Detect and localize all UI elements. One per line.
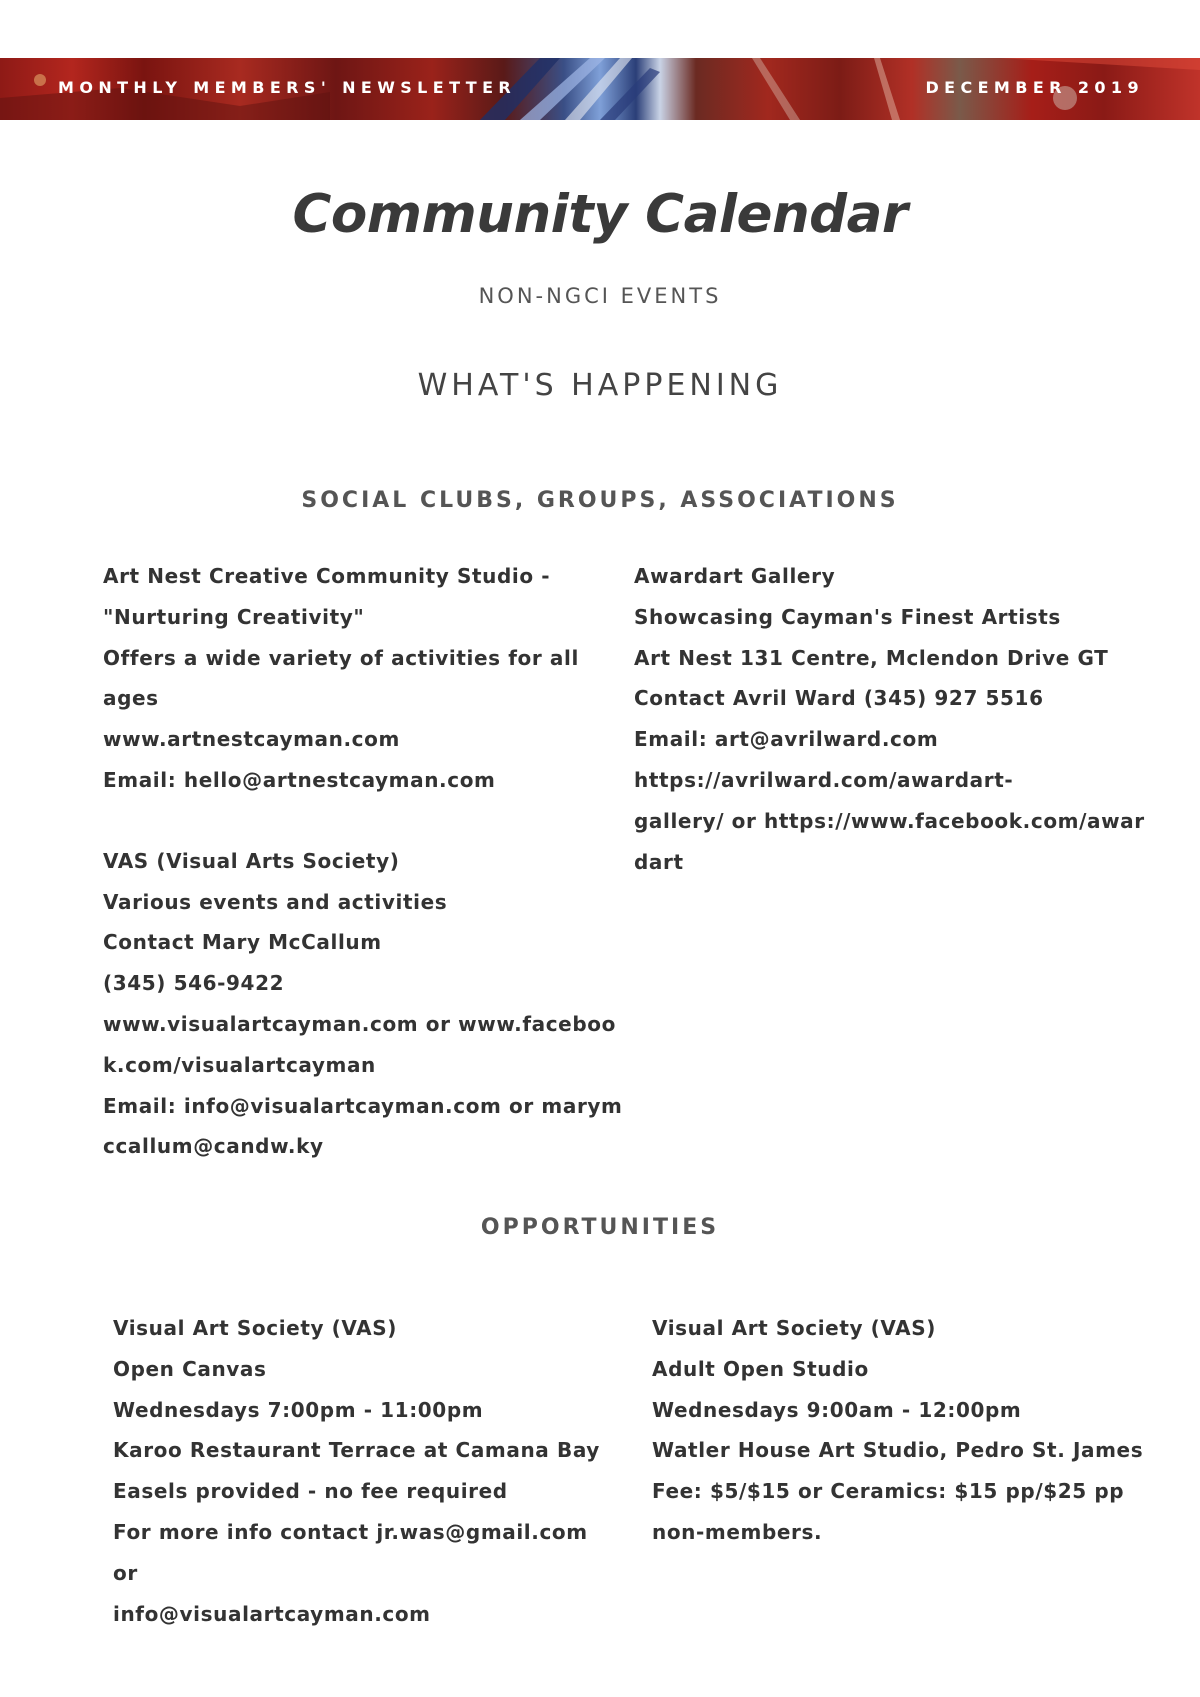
entry-line: Adult Open Studio <box>652 1356 869 1381</box>
entry-line: Open Canvas <box>113 1356 267 1381</box>
entry-line: Showcasing Cayman's Finest Artists <box>634 604 1061 629</box>
email-link[interactable]: ccallum@candw.ky <box>103 1134 324 1159</box>
entry-line: "Nurturing Creativity" <box>103 604 365 629</box>
entry-line: Contact Avril Ward (345) 927 5516 <box>634 686 1044 711</box>
website-link[interactable]: www.visualartcayman.com or www.faceboo <box>103 1011 616 1036</box>
website-link[interactable]: gallery/ or https://www.facebook.com/awar <box>634 808 1145 833</box>
opportunities-heading: OPPORTUNITIES <box>480 1215 720 1240</box>
entry-line: Wednesdays 7:00pm - 11:00pm <box>113 1397 484 1422</box>
page-subtitle: NON-NGCI EVENTS <box>478 284 722 308</box>
art-nest-entry <box>103 556 623 801</box>
email-link[interactable]: Email: art@avrilward.com <box>634 727 939 752</box>
social-clubs-heading: SOCIAL CLUBS, GROUPS, ASSOCIATIONS <box>301 488 899 513</box>
website-link[interactable]: https://avrilward.com/awardart- <box>634 767 1014 792</box>
phone-number: (345) 546-9422 <box>103 971 285 996</box>
entry-line: Art Nest Creative Community Studio - <box>103 564 551 588</box>
social-left-column <box>103 556 623 1167</box>
entry-line: Visual Art Society (VAS) <box>113 1316 397 1340</box>
page-title: Community Calendar <box>292 184 908 245</box>
entry-line: Wednesdays 9:00am - 12:00pm <box>652 1397 1022 1422</box>
entry-line: Various events and activities <box>103 889 448 914</box>
newsletter-label: MONTHLY MEMBERS' NEWSLETTER <box>58 78 517 97</box>
entry-line: VAS (Visual Arts Society) <box>103 848 400 873</box>
entry-line: Easels provided - no fee required <box>113 1479 508 1504</box>
website-link[interactable]: k.com/visualartcayman <box>103 1052 376 1077</box>
email-link[interactable]: Email: hello@artnestcayman.com <box>103 767 496 792</box>
entry-line: Watler House Art Studio, Pedro St. James <box>652 1438 1144 1463</box>
entry-line: Karoo Restaurant Terrace at Camana Bay <box>113 1438 600 1463</box>
email-link[interactable]: For more info contact jr.was@gmail.com <box>113 1519 588 1544</box>
section-title: WHAT'S HAPPENING <box>417 368 783 403</box>
entry-line: Offers a wide variety of activities for all <box>103 645 579 670</box>
entry-line: Fee: $5/$15 or Ceramics: $15 pp/$25 pp <box>652 1479 1125 1504</box>
entry-line: Contact Mary McCallum <box>103 930 382 955</box>
entry-line: ages <box>103 686 159 711</box>
open-canvas-entry <box>113 1308 600 1634</box>
vas-entry <box>103 841 623 1167</box>
opportunity-right-column <box>652 1308 1143 1553</box>
opportunity-left-column <box>113 1308 600 1634</box>
awardart-entry <box>634 556 1145 882</box>
entry-line: Art Nest 131 Centre, Mclendon Drive GT <box>634 645 1109 670</box>
adult-open-studio-entry <box>652 1308 1143 1553</box>
entry-line: Visual Art Society (VAS) <box>652 1316 936 1340</box>
email-link[interactable]: Email: info@visualartcayman.com or marym <box>103 1093 623 1118</box>
website-link[interactable]: www.artnestcayman.com <box>103 727 400 752</box>
email-link[interactable]: info@visualartcayman.com <box>113 1601 431 1626</box>
social-right-column <box>634 556 1145 882</box>
header-banner <box>0 58 1200 120</box>
entry-line: or <box>113 1560 138 1585</box>
issue-date: DECEMBER 2019 <box>925 78 1144 97</box>
website-link[interactable]: dart <box>634 849 684 874</box>
entry-line: Awardart Gallery <box>634 564 836 588</box>
entry-line: non-members. <box>652 1519 823 1544</box>
